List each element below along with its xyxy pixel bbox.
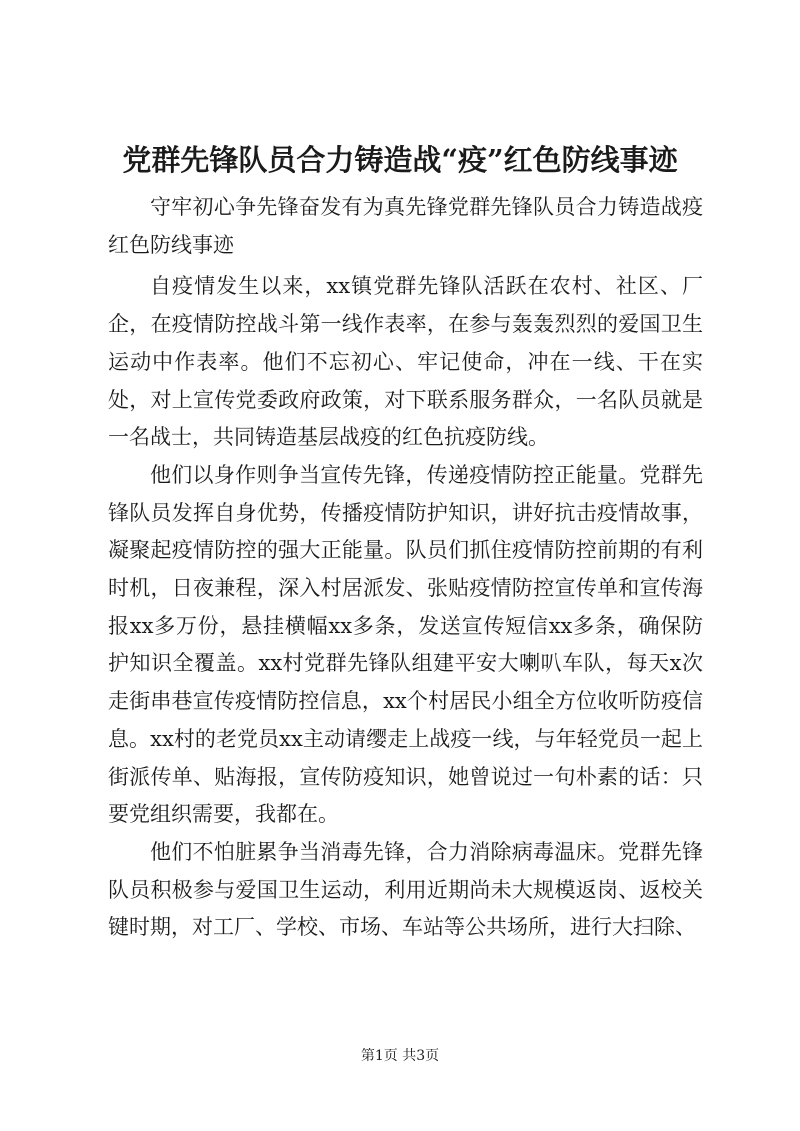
paragraph-subtitle: 守牢初心争先锋奋发有为真先锋党群先锋队员合力铸造战疫红色防线事迹 (108, 195, 703, 257)
document-title: 党群先锋队员合力铸造战“疫”红色防线事迹 (122, 143, 678, 177)
paragraph-propaganda: 他们以身作则争当宣传先锋，传递疫情防控正能量。党群先锋队员发挥自身优势，传播疫情防护知识，讲好抗击疫情故事，凝聚起疫情防控的强大正能量。队员们抓住疫情防控前期的有利时机，日夜兼程，深入村居派发、张贴疫情防控宣传单和宣传海报xx多万份，悬挂横幅xx多条，发送宣传短信xx多条，确保防护知识全覆盖。xx村党群先锋队组建平安大喇叭车队，每天x次走街串巷宣传疫情防控信息，xx个村居民小组全方位收听防疫信息。xx村的老党员xx主动请缨走上战疫一线，与年轻党员一起上街派传单、贴海报，宣传防疫知识，她曾说过一句朴素的话：只要党组织需要，我都在。 (108, 462, 703, 827)
document-body (108, 189, 703, 947)
paragraph-disinfection: 他们不怕脏累争当消毒先锋，合力消除病毒温床。党群先锋队员积极参与爱国卫生运动，利用近期尚未大规模返岗、返校关键时期，对工厂、学校、市场、车站等公共场所，进行大扫除、 (108, 839, 703, 940)
paragraph-intro: 自疫情发生以来，xx镇党群先锋队活跃在农村、社区、厂企，在疫情防控战斗第一线作表率，在参与轰轰烈烈的爱国卫生运动中作表率。他们不忘初心、牢记使命，冲在一线、干在实处，对上宣传党委政府政策，对下联系服务群众，一名队员就是一名战士，共同铸造基层战疫的红色抗疫防线。 (108, 274, 703, 450)
page-footer: 第1页 共3页 (360, 1048, 440, 1064)
